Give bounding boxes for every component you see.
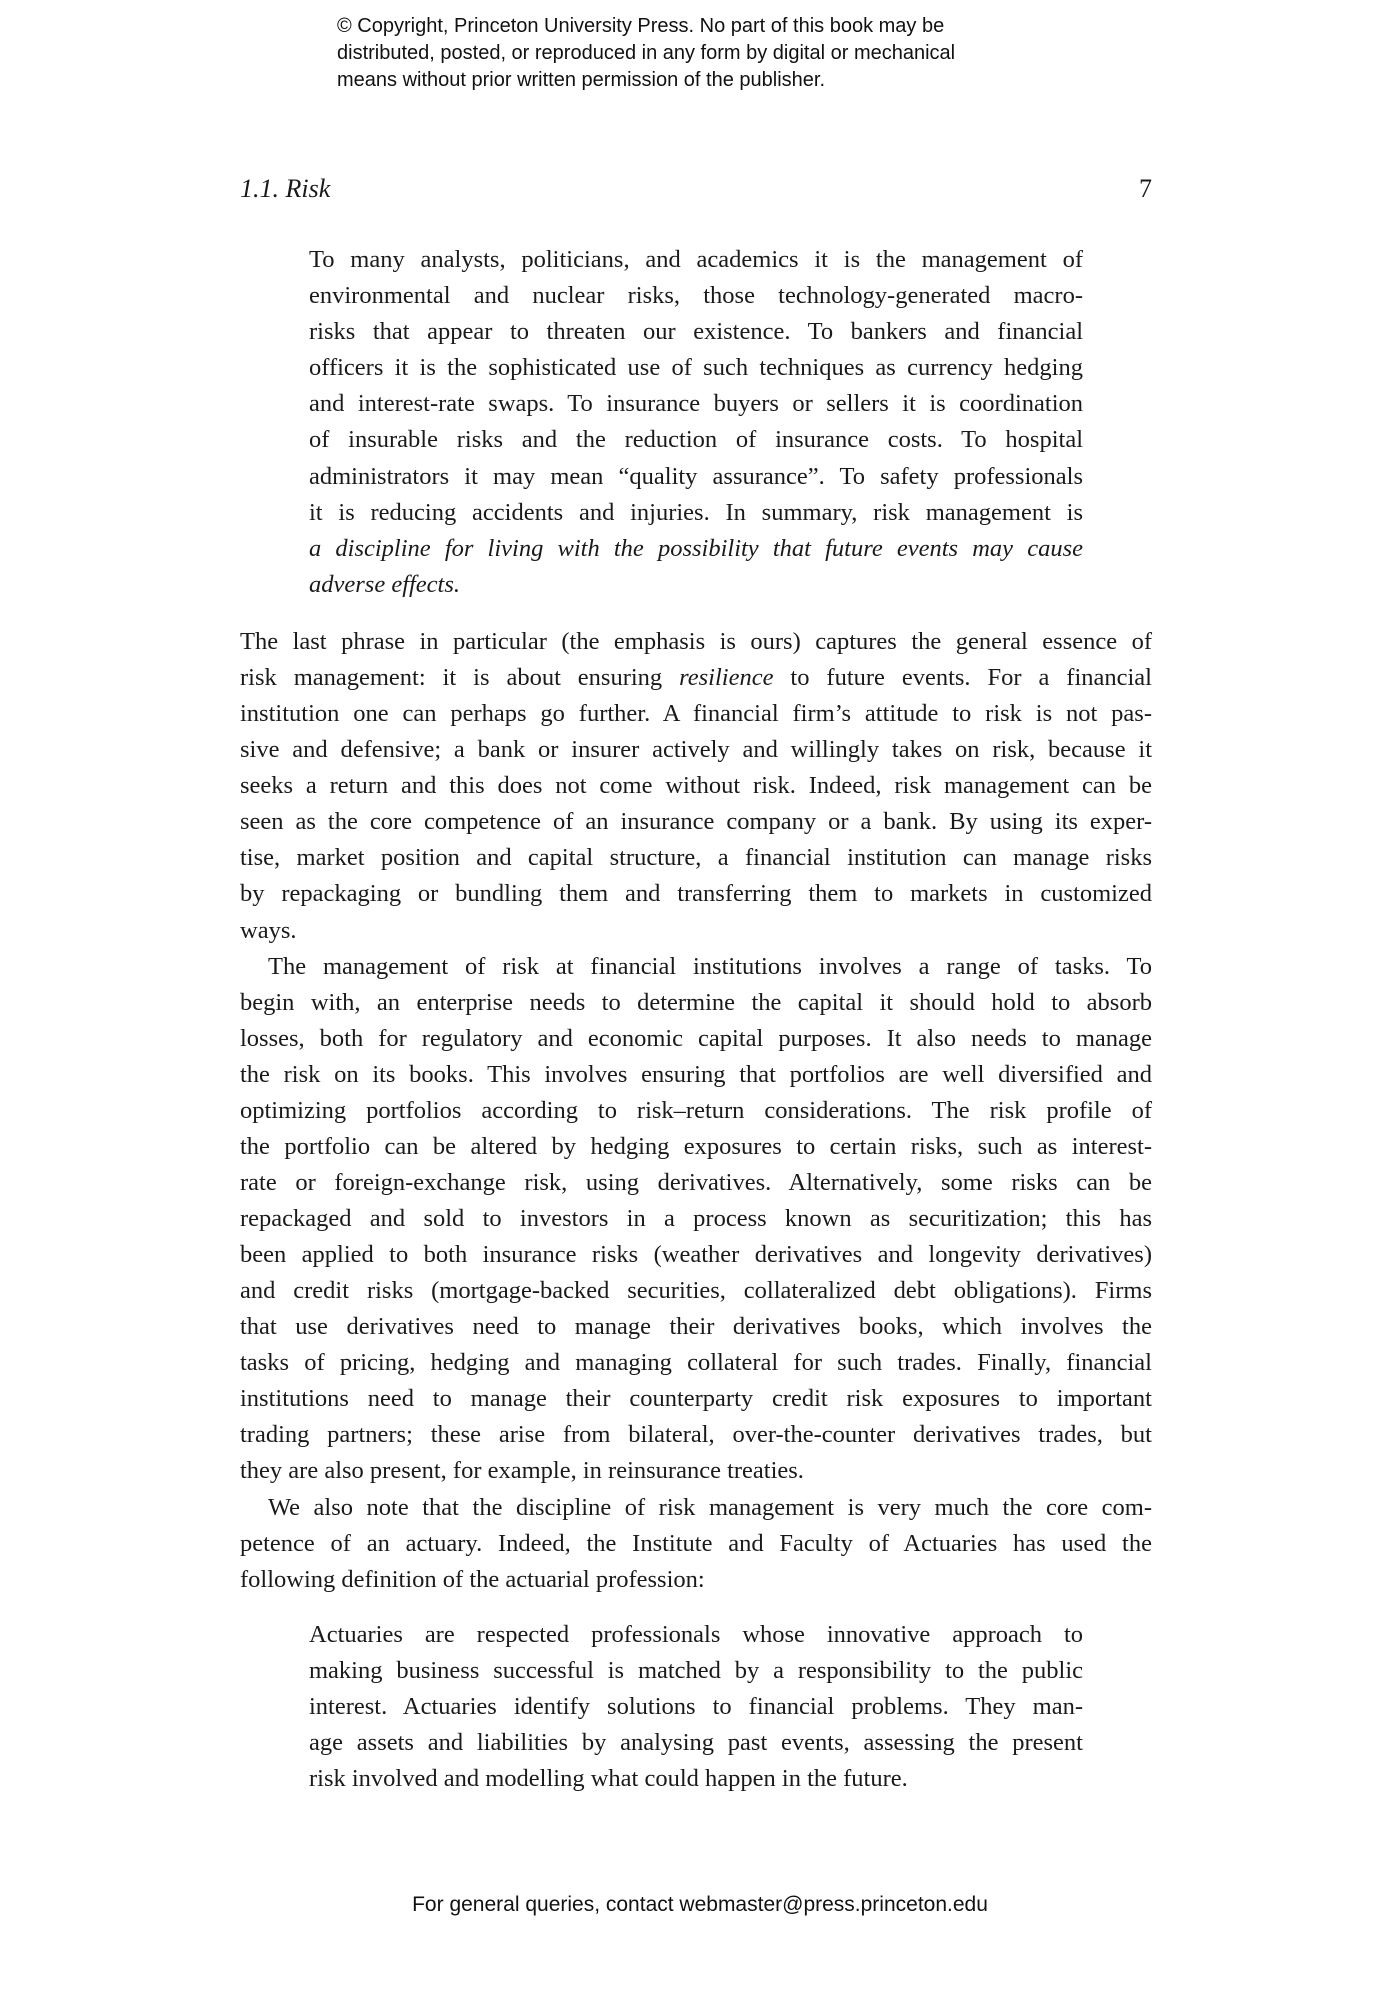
text-line: risk involved and modelling what could happen in the future. <box>309 1765 908 1792</box>
text-line: interest. Actuaries identify solutions to financial problems. They man- <box>309 1693 1083 1720</box>
text-line: losses, both for regulatory and economic capital purposes. It also needs to manage <box>240 1024 1152 1052</box>
text-line: by repackaging or bundling them and transferring them to markets in customized <box>240 880 1152 908</box>
text-line: institution one can perhaps go further. A financial firm’s attitude to risk is not pas- <box>240 700 1152 728</box>
text-line <box>240 660 1152 696</box>
text-fragment: risk management: it is about ensuring <box>240 664 680 692</box>
text-line: The last phrase in particular (the emphasis is ours) captures the general essence of <box>240 628 1152 655</box>
text-line: seen as the core competence of an insurance company or a bank. By using its exper- <box>240 808 1152 836</box>
text-line: To many analysts, politicians, and academics it is the management of <box>309 246 1083 273</box>
text-line: age assets and liabilities by analysing past events, assessing the present <box>309 1729 1083 1756</box>
text-line: optimizing portfolios according to risk–return considerations. The risk profile of <box>240 1096 1152 1124</box>
text-line: administrators it may mean “quality assurance”. To safety professionals <box>309 462 1083 490</box>
text-line: The management of risk at financial institutions involves a range of tasks. To <box>268 952 1152 980</box>
emphasized-line: a discipline for living with the possibility that future events may cause <box>309 534 1083 562</box>
text-line: tasks of pricing, hedging and managing collateral for such trades. Finally, financial <box>240 1349 1152 1377</box>
text-line: officers it is the sophisticated use of such techniques as currency hedging <box>309 354 1083 382</box>
text-line: tise, market position and capital structure, a financial institution can manage risks <box>240 844 1152 872</box>
text-line: following definition of the actuarial profession: <box>240 1565 705 1593</box>
text-fragment: to future events. For a financial <box>773 664 1152 692</box>
text-line: they are also present, for example, in reinsurance treaties. <box>240 1457 804 1485</box>
text-line: been applied to both insurance risks (weather derivatives and longevity derivatives) <box>240 1241 1152 1269</box>
text-line: of insurable risks and the reduction of insurance costs. To hospital <box>309 426 1083 454</box>
emphasized-line: adverse effects. <box>309 570 461 598</box>
emphasized-word-resilience: resilience <box>679 664 774 692</box>
block-quote-actuaries <box>309 1617 1083 1797</box>
copyright-line: © Copyright, Princeton University Press. No part of this book may be <box>337 15 945 37</box>
copyright-line: distributed, posted, or reproduced in any form by digital or mechanical <box>337 42 956 64</box>
block-quote-risk-management <box>309 242 1083 603</box>
copyright-notice <box>337 13 1097 94</box>
text-line: risks that appear to threaten our existence. To bankers and financial <box>309 318 1083 346</box>
text-line: sive and defensive; a bank or insurer actively and willingly takes on risk, because it <box>240 736 1152 764</box>
text-line: begin with, an enterprise needs to determine the capital it should hold to absorb <box>240 988 1152 1016</box>
text-line: making business successful is matched by a responsibility to the public <box>309 1657 1083 1684</box>
text-line: ways. <box>240 916 297 944</box>
page-number: 7 <box>1139 174 1152 203</box>
text-line: it is reducing accidents and injuries. In summary, risk management is <box>309 498 1083 526</box>
text-line: environmental and nuclear risks, those technology-generated macro- <box>309 282 1083 310</box>
text-line: petence of an actuary. Indeed, the Institute and Faculty of Actuaries has used the <box>240 1529 1152 1557</box>
text-line: seeks a return and this does not come without risk. Indeed, risk management can be <box>240 772 1152 800</box>
text-line: the portfolio can be altered by hedging exposures to certain risks, such as interest- <box>240 1132 1152 1160</box>
text-line: the risk on its books. This involves ensuring that portfolios are well diversified and <box>240 1060 1152 1088</box>
footer-contact: For general queries, contact webmaster@press.princeton.edu <box>412 1893 988 1916</box>
text-line: We also note that the discipline of risk management is very much the core com- <box>268 1493 1152 1521</box>
copyright-line: means without prior written permission of the publisher. <box>337 69 826 91</box>
text-line: trading partners; these arise from bilateral, over-the-counter derivatives trades, but <box>240 1421 1152 1449</box>
text-line: Actuaries are respected professionals whose innovative approach to <box>309 1621 1083 1648</box>
text-line: rate or foreign-exchange risk, using derivatives. Alternatively, some risks can be <box>240 1168 1152 1196</box>
text-line: that use derivatives need to manage their derivatives books, which involves the <box>240 1313 1152 1341</box>
body-paragraphs <box>240 624 1152 1598</box>
text-line: and interest-rate swaps. To insurance buyers or sellers it is coordination <box>309 390 1083 418</box>
section-title: 1.1. Risk <box>240 174 331 203</box>
text-line: institutions need to manage their counterparty credit risk exposures to important <box>240 1385 1152 1413</box>
text-line: and credit risks (mortgage-backed securities, collateralized debt obligations). Firms <box>240 1277 1152 1305</box>
running-head <box>240 174 1152 210</box>
text-line: repackaged and sold to investors in a process known as securitization; this has <box>240 1205 1152 1232</box>
